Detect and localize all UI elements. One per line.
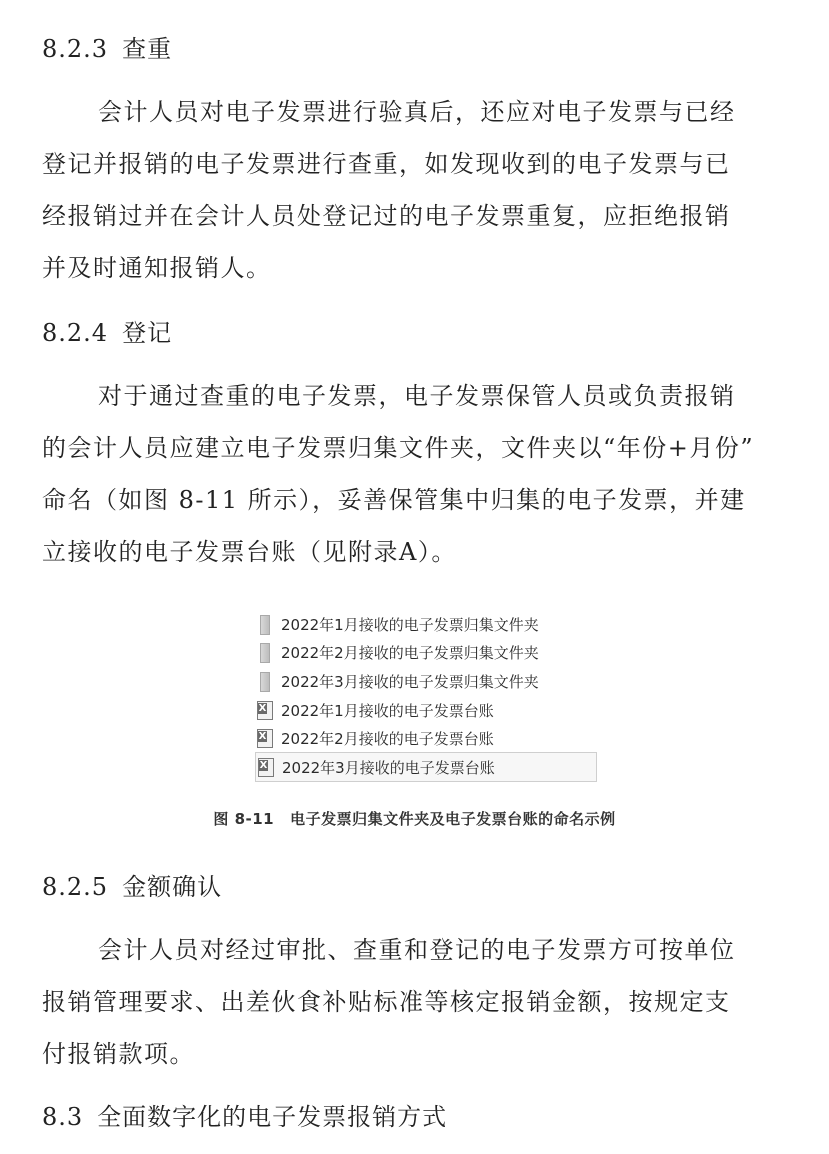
- file-name: 2022年2月接收的电子发票台账: [281, 729, 494, 748]
- file-list-item: [255, 610, 539, 638]
- file-name: 2022年1月接收的电子发票归集文件夹: [281, 615, 539, 634]
- file-list-item: [255, 667, 539, 695]
- section-heading-8-2-4: [42, 318, 172, 348]
- section-title: 全面数字化的电子发票报销方式: [97, 1103, 448, 1131]
- section-title: 查重: [122, 35, 173, 63]
- file-list-item-selected: [255, 752, 597, 782]
- section-title: 登记: [122, 319, 173, 347]
- paragraph-line: 登记并报销的电子发票进行查重，如发现收到的电子发票与已: [42, 150, 731, 178]
- paragraph-line: 对于通过查重的电子发票，电子发票保管人员或负责报销: [98, 382, 736, 410]
- file-name: 2022年3月接收的电子发票归集文件夹: [281, 672, 539, 691]
- file-list-item: [255, 638, 539, 666]
- folder-icon: [255, 614, 273, 634]
- section-heading-8-3: [42, 1102, 447, 1132]
- paragraph-line: 立接收的电子发票台账（见附录A）。: [42, 538, 457, 566]
- file-name: 2022年1月接收的电子发票台账: [281, 701, 494, 720]
- section-number: 8.2.4: [42, 319, 109, 347]
- section-heading-8-2-5: [42, 872, 222, 902]
- file-list-item: [255, 696, 494, 724]
- paragraph-line: 并及时通知报销人。: [42, 254, 272, 282]
- paragraph-line: 会计人员对电子发票进行验真后，还应对电子发票与已经: [98, 98, 736, 126]
- paragraph-8-2-3: [42, 86, 804, 294]
- paragraph-line: 付报销款项。: [42, 1040, 195, 1068]
- file-name: 2022年3月接收的电子发票台账: [282, 758, 495, 777]
- folder-icon: [255, 671, 273, 691]
- paragraph-8-2-4: [42, 370, 804, 578]
- file-name: 2022年2月接收的电子发票归集文件夹: [281, 643, 539, 662]
- file-list-item: [255, 724, 494, 752]
- paragraph-line: 的会计人员应建立电子发票归集文件夹，文件夹以“年份+月份”: [42, 434, 755, 462]
- paragraph-line: 会计人员对经过审批、查重和登记的电子发票方可按单位: [98, 936, 736, 964]
- excel-file-icon: [256, 757, 274, 777]
- excel-file-icon: [255, 700, 273, 720]
- paragraph-line: 报销管理要求、出差伙食补贴标准等核定报销金额，按规定支: [42, 988, 731, 1016]
- file-listing-figure: [255, 606, 601, 784]
- section-title: 金额确认: [122, 873, 223, 901]
- paragraph-line: 经报销过并在会计人员处登记过的电子发票重复，应拒绝报销: [42, 202, 731, 230]
- paragraph-8-2-5: [42, 924, 804, 1080]
- section-heading-8-2-3: [42, 34, 172, 64]
- folder-icon: [255, 642, 273, 662]
- figure-caption-text: 电子发票归集文件夹及电子发票台账的命名示例: [290, 810, 616, 828]
- section-number: 8.3: [42, 1103, 84, 1131]
- section-number: 8.2.3: [42, 35, 109, 63]
- excel-file-icon: [255, 728, 273, 748]
- section-number: 8.2.5: [42, 873, 109, 901]
- figure-number: 图 8-11: [213, 810, 275, 828]
- figure-caption: [0, 808, 829, 829]
- paragraph-line: 命名（如图 8-11 所示），妥善保管集中归集的电子发票，并建: [42, 486, 746, 514]
